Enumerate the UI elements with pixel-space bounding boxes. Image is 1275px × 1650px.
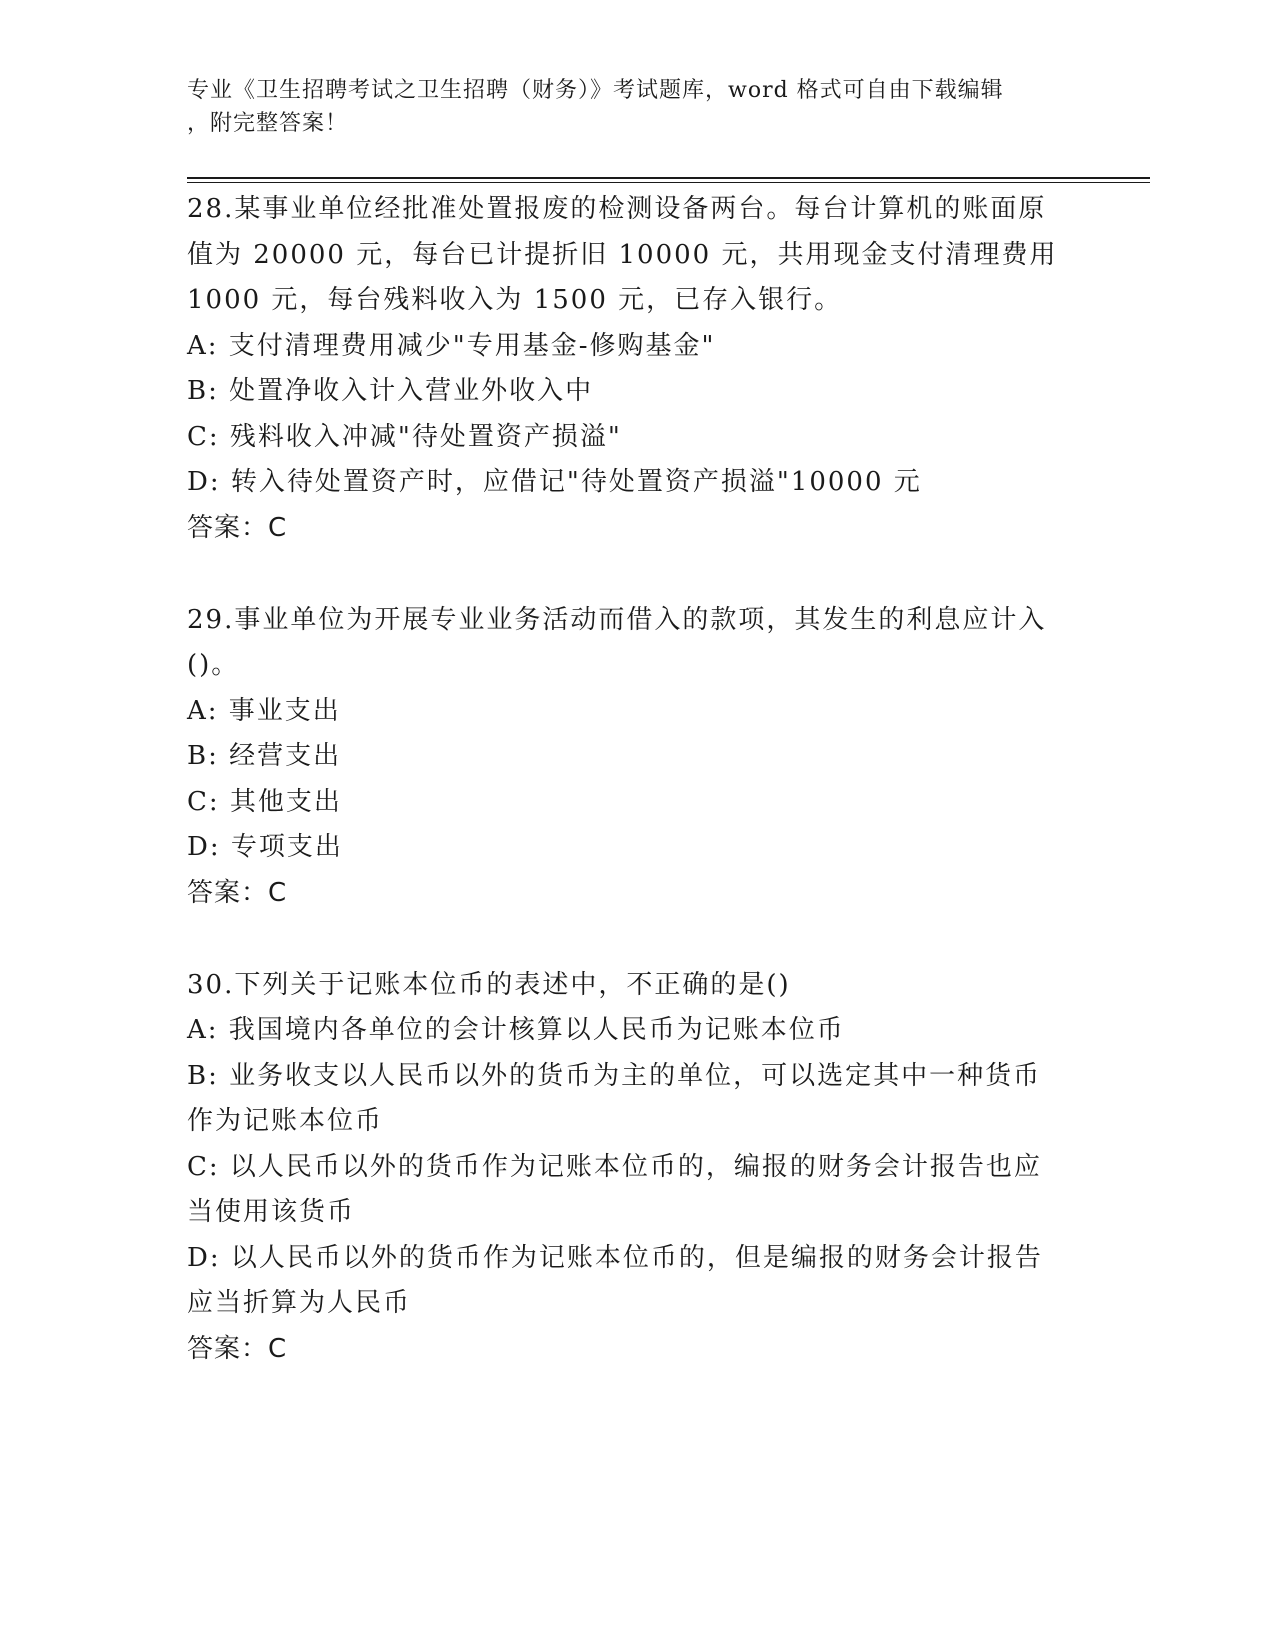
header-divider-thin — [187, 182, 1150, 183]
header-line-2: ，附完整答案！ — [187, 111, 349, 136]
document-header — [187, 74, 1067, 140]
question-stem-line: ()。 — [187, 650, 240, 680]
option-d-continued: 应当折算为人民币 — [187, 1288, 412, 1318]
option-d: D: 转入待处置资产时，应借记"待处置资产损溢"10000 元 — [187, 467, 922, 497]
option-c: C: 以人民币以外的货币作为记账本位币的，编报的财务会计报告也应 — [187, 1151, 1042, 1182]
question-list — [187, 187, 1077, 1419]
option-d: D: 以人民币以外的货币作为记账本位币的，但是编报的财务会计报告 — [187, 1242, 1043, 1273]
question-29 — [187, 598, 1077, 916]
header-divider-thick — [187, 177, 1150, 179]
option-d: D: 专项支出 — [187, 832, 343, 862]
option-a: A: 事业支出 — [187, 695, 341, 726]
question-stem-line: 1000 元，每台残料收入为 1500 元，已存入银行。 — [187, 285, 843, 315]
question-stem-line: 值为 20000 元，每台已计提折旧 10000 元，共用现金支付清理费用 — [187, 239, 1058, 270]
option-a: A: 我国境内各单位的会计核算以人民币为记账本位币 — [187, 1015, 845, 1045]
option-b: B: 业务收支以人民币以外的货币为主的单位，可以选定其中一种货币 — [187, 1060, 1042, 1091]
option-b: B: 处置净收入计入营业外收入中 — [187, 376, 594, 406]
question-stem-line: 28.某事业单位经批准处置报废的检测设备两台。每台计算机的账面原 — [187, 194, 1047, 224]
answer-line: 答案：C — [187, 1333, 288, 1364]
question-stem-line: 30.下列关于记账本位币的表述中，不正确的是() — [187, 969, 791, 1000]
option-c: C: 其他支出 — [187, 786, 342, 817]
option-c: C: 残料收入冲减"待处置资产损溢" — [187, 421, 622, 452]
question-30 — [187, 963, 1077, 1372]
answer-line: 答案：C — [187, 512, 288, 543]
header-line-1: 专业《卫生招聘考试之卫生招聘（财务）》考试题库，word 格式可自由下载编辑 — [187, 78, 1004, 103]
question-28 — [187, 187, 1077, 551]
option-b-continued: 作为记账本位币 — [187, 1106, 384, 1136]
option-a: A: 支付清理费用减少"专用基金-修购基金" — [187, 330, 716, 361]
answer-line: 答案：C — [187, 877, 288, 908]
option-c-continued: 当使用该货币 — [187, 1197, 356, 1227]
option-b: B: 经营支出 — [187, 741, 342, 771]
question-stem-line: 29.事业单位为开展专业业务活动而借入的款项，其发生的利息应计入 — [187, 604, 1047, 635]
